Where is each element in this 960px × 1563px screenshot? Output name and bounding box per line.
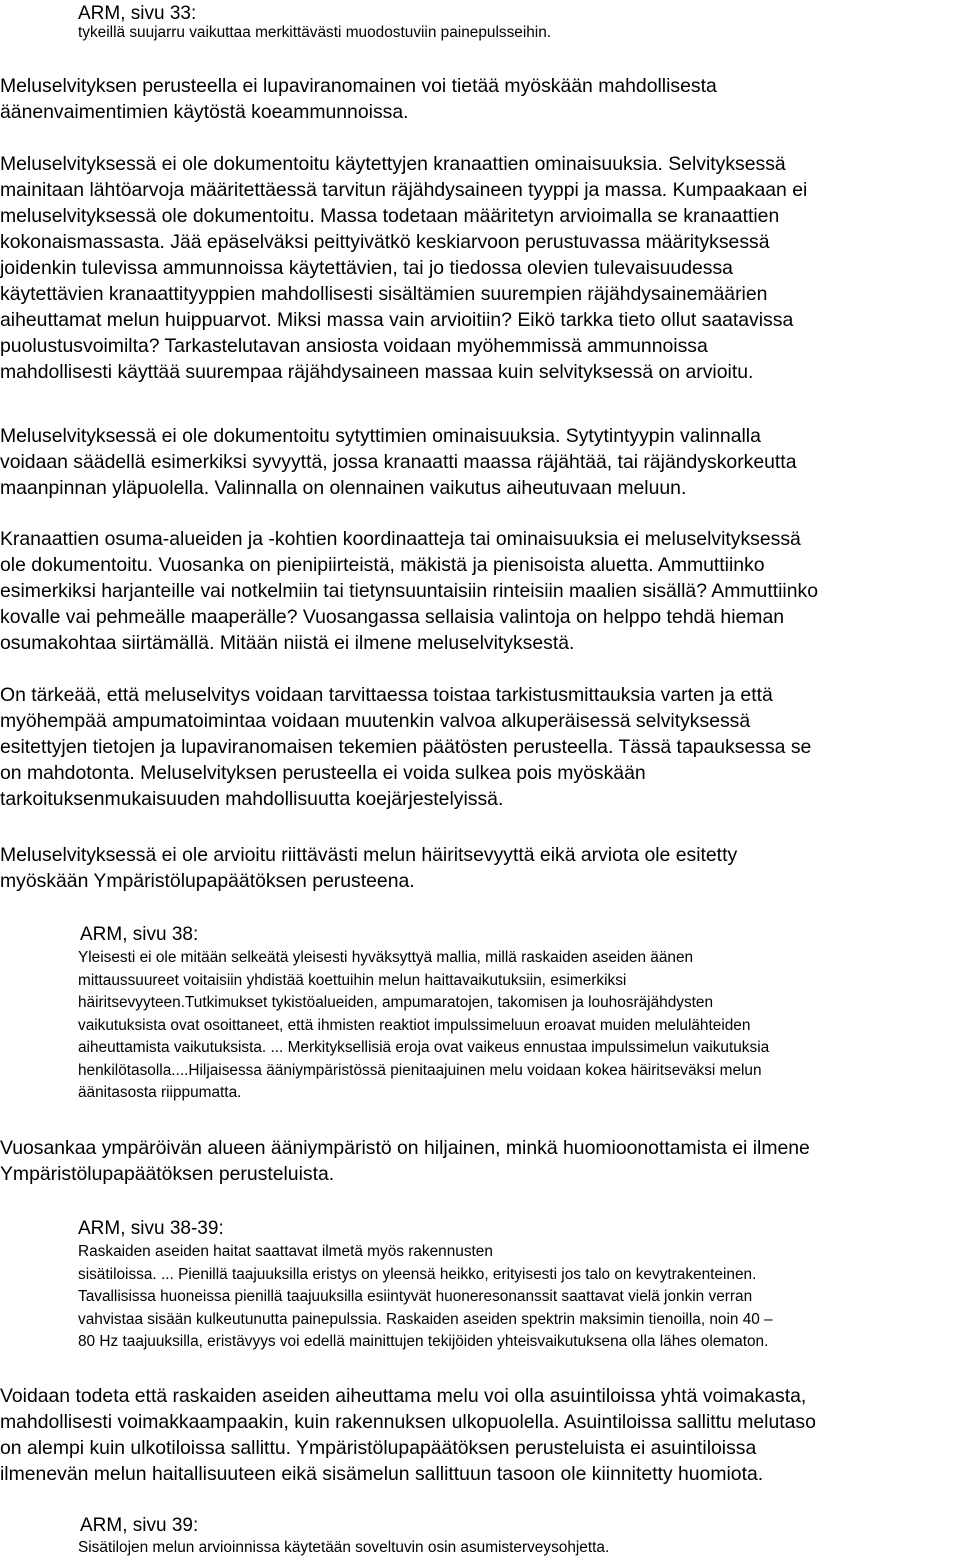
- text-line: on alempi kuin ulkotiloissa sallittu. Ympäristölupapäätöksen perusteluista ei asuintiloissa: [0, 1437, 757, 1459]
- text-line: Meluselvityksessä ei ole dokumentoitu käytettyjen kranaattien ominaisuuksia. Selvityksessä: [0, 153, 786, 175]
- text-line: kokonaismassasta. Jää epäselväksi peittyivätkö keskiarvoon perustuvassa määrityksessä: [0, 231, 770, 253]
- text-line: kovalle vai pehmeälle maaperälle? Vuosangassa sellaisia valintoja on helppo tehdä hieman: [0, 606, 785, 628]
- text-line: tykeillä suujarru vaikuttaa merkittävästi muodostuviin painepulsseihin.: [78, 24, 552, 41]
- body-paragraph: [0, 423, 796, 501]
- text-line: Meluselvityksen perusteella ei lupaviranomainen voi tietää myöskään mahdollisesta: [0, 75, 717, 97]
- section-heading: [80, 924, 198, 946]
- text-line: mittaussuureet voitaisiin yhdistää koettuihin melun haittavaikutuksiin, esimerkiksi: [78, 971, 627, 989]
- text-line: myöskään Ympäristölupapäätöksen perusteena.: [0, 870, 415, 892]
- text-line: on mahdotonta. Meluselvityksen perusteella ei voida sulkea pois myöskään: [0, 762, 646, 784]
- text-line: voidaan säädellä esimerkiksi syvyyttä, jossa kranaatti maassa räjähtää, tai räjändyskorkeutta: [0, 451, 797, 473]
- text-line: joidenkin tulevissa ammunnoissa käytettävien, tai jo tiedossa olevien tulevaisuudessa: [0, 257, 733, 279]
- section-heading: [80, 1515, 198, 1537]
- section-heading: [78, 1218, 224, 1240]
- text-line: Voidaan todeta että raskaiden aseiden aiheuttama melu voi olla asuintiloissa yhtä voimakasta,: [0, 1385, 807, 1407]
- body-paragraph: [0, 526, 818, 656]
- text-line: Yleisesti ei ole mitään selkeätä yleisesti hyväksyttyä mallia, millä raskaiden aseiden äänen: [78, 949, 694, 966]
- text-line: Raskaiden aseiden haitat saattavat ilmetä myös rakennusten: [78, 1243, 493, 1260]
- quote-paragraph: [78, 1537, 609, 1560]
- text-line: ARM, sivu 38-39:: [78, 1218, 224, 1239]
- text-line: Ympäristölupapäätöksen perusteluista.: [0, 1163, 335, 1185]
- body-paragraph: [0, 151, 807, 385]
- text-line: ole dokumentoitu. Vuosanka on pienipiirteistä, mäkistä ja pienisoista aluetta. Ammuttiinko: [0, 554, 765, 576]
- text-line: 80 Hz taajuuksilla, eristävyys voi edellä mainittujen tekijöiden yhteisvaikutuksena olla lähes olematon.: [78, 1333, 769, 1350]
- text-line: äänenvaimentimien käytöstä koeammunnoissa.: [0, 101, 409, 123]
- text-line: puolustusvoimilta? Tarkastelutavan ansiosta voidaan myöhemmissä ammunnoissa: [0, 335, 708, 357]
- text-line: ARM, sivu 39:: [80, 1515, 199, 1536]
- text-line: mahdollisesti käyttää suurempaa räjähdysaineen massaa kuin selvityksessä on arvioitu.: [0, 361, 754, 383]
- body-paragraph: [0, 842, 737, 894]
- text-line: Kranaattien osuma-alueiden ja -kohtien koordinaatteja tai ominaisuuksia ei meluselvityksessä: [0, 528, 801, 550]
- text-line: käytettävien kranaattityyppien mahdollisesti sisältämien suurempien räjähdysainemäärien: [0, 283, 768, 305]
- body-paragraph: [0, 1383, 816, 1487]
- body-paragraph: [0, 73, 717, 125]
- text-line: esitettyjen tietojen ja lupaviranomaisen tekemien päätösten perusteella. Tässä tapauksessa se: [0, 736, 812, 758]
- text-line: Meluselvityksessä ei ole dokumentoitu sytyttimien ominaisuuksia. Sytytintyypin valinnalla: [0, 425, 761, 447]
- text-line: tarkoituksenmukaisuuden mahdollisuutta koejärjestelyissä.: [0, 788, 504, 810]
- text-line: Tavallisissa huoneissa pienillä taajuuksilla esiintyvät huoneresonanssit saattavat vielä jonkin verran: [78, 1288, 753, 1305]
- text-line: vaikutuksista ovat osoittaneet, että ihmisten reaktiot impulssimeluun eroavat muiden melulähteiden: [78, 1016, 751, 1034]
- text-line: äänitasosta riippumatta.: [78, 1084, 242, 1101]
- text-line: mainitaan lähtöarvoja määritettäessä tarvitun räjähdysaineen tyyppi ja massa. Kumpaakaan ei: [0, 179, 808, 201]
- text-line: Sisätilojen melun arvioinnissa käytetään soveltuvin osin asumisterveysohjetta.: [78, 1539, 610, 1556]
- text-line: myöhempää ampumatoimintaa voidaan muutenkin valvoa alkuperäisessä selvityksessä: [0, 710, 751, 732]
- text-line: sisätiloissa. ... Pienillä taajuuksilla eristys on yleensä heikko, erityisesti jos talo on kevytrakenteinen.: [78, 1265, 757, 1283]
- text-line: osumakohtaa siirtämällä. Mitään niistä ei ilmene meluselvityksestä.: [0, 632, 575, 654]
- text-line: mahdollisesti voimakkaampaakin, kuin rakennuksen ulkopuolella. Asuintiloissa sallittu melutaso: [0, 1411, 816, 1433]
- text-line: meluselvityksessä ole dokumentoitu. Massa todetaan määritetyn arvioimalla se kranaattien: [0, 205, 780, 227]
- text-line: maanpinnan yläpuolella. Valinnalla on olennainen vaikutus aiheutuvaan meluun.: [0, 477, 687, 499]
- text-line: On tärkeää, että meluselvitys voidaan tarvittaessa toistaa tarkistusmittauksia varten ja että: [0, 684, 773, 706]
- text-line: aiheuttamat melun huippuarvot. Miksi massa vain arvioitiin? Eikö tarkka tieto ollut saatavissa: [0, 309, 794, 331]
- quote-paragraph: [78, 1241, 773, 1354]
- text-line: ilmenevän melun haitallisuuteen eikä sisämelun sallittuun tasoon ole kiinnitetty huomiota.: [0, 1463, 764, 1485]
- quote-paragraph: [78, 947, 769, 1105]
- body-paragraph: [0, 682, 811, 812]
- text-line: ARM, sivu 33:: [78, 3, 197, 24]
- body-paragraph: [0, 1135, 810, 1187]
- text-line: henkilötasolla....Hiljaisessa ääniympäristössä pienitaajuinen melu voidaan kokea häiritseväksi melun: [78, 1061, 762, 1079]
- text-line: aiheuttamista vaikutuksista. ... Merkityksellisiä eroja ovat vaikeus ennustaa impulssimelun vaikutuksia: [78, 1039, 770, 1056]
- text-line: vahvistaa sisään kulkeutunutta painepulssia. Raskaiden aseiden spektrin maksimin tienoilla, noin 40 –: [78, 1310, 773, 1328]
- text-line: Vuosankaa ympäröivän alueen ääniympäristö on hiljainen, minkä huomioonottamista ei ilmene: [0, 1137, 810, 1159]
- text-line: esimerkiksi harjanteille vai notkelmiin tai tietynsuuntaisiin rinteisiin maalien sisällä? Ammuttiinko: [0, 580, 818, 602]
- text-line: Meluselvityksessä ei ole arvioitu riittävästi melun häiritsevyyttä eikä arviota ole esitetty: [0, 844, 738, 866]
- text-line: häiritsevyyteen.Tutkimukset tykistöalueiden, ampumaratojen, takomisen ja louhosräjähdysten: [78, 994, 714, 1011]
- text-line: ARM, sivu 38:: [80, 924, 199, 945]
- quote-paragraph: [78, 22, 551, 45]
